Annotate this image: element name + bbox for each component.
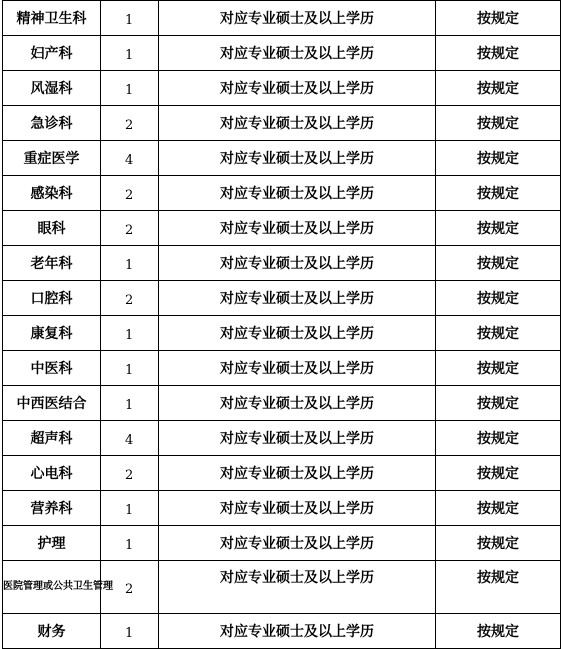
count-value: 1 [125,12,134,28]
education-text: 对应专业硕士及以上学历 [220,361,374,377]
dept-cell [3,1,101,36]
count-value: 1 [125,537,134,553]
salary-text: 按规定 [477,396,519,412]
education-text: 对应专业硕士及以上学历 [220,326,374,342]
salary-cell [436,71,561,106]
salary-text: 按规定 [477,536,519,552]
dept-label: 风湿科 [30,81,73,97]
dept-label: 医院管理或公共卫生管理 [3,581,113,592]
salary-text: 按规定 [477,361,519,377]
dept-label: 感染科 [30,186,73,202]
salary-cell [436,456,561,491]
count-value: 2 [125,222,134,238]
dept-label: 超声科 [30,431,73,447]
table-row [3,1,561,36]
education-cell [159,456,436,491]
table-row [3,421,561,456]
dept-cell [3,141,101,176]
salary-cell [436,386,561,421]
salary-cell [436,561,561,614]
recruitment-table [2,0,561,649]
count-cell [101,316,159,351]
count-value: 1 [125,47,134,63]
education-cell [159,211,436,246]
education-text: 对应专业硕士及以上学历 [220,186,374,202]
dept-label: 护理 [37,536,66,552]
salary-cell [436,351,561,386]
salary-text: 按规定 [477,501,519,517]
count-cell [101,211,159,246]
education-text: 对应专业硕士及以上学历 [220,221,374,237]
education-cell [159,526,436,561]
salary-text: 按规定 [477,624,519,640]
salary-text: 按规定 [477,116,519,132]
table-row [3,141,561,176]
education-cell [159,176,436,211]
salary-text: 按规定 [477,221,519,237]
table-row [3,36,561,71]
salary-text: 按规定 [477,151,519,167]
table-row [3,246,561,281]
table-row [3,561,561,614]
education-text: 对应专业硕士及以上学历 [220,46,374,62]
dept-label: 营养科 [30,501,73,517]
education-text: 对应专业硕士及以上学历 [220,501,374,517]
education-text: 对应专业硕士及以上学历 [220,256,374,272]
count-cell [101,71,159,106]
salary-text: 按规定 [477,466,519,482]
count-cell [101,36,159,71]
dept-cell [3,351,101,386]
count-value: 1 [125,625,134,641]
salary-text: 按规定 [477,81,519,97]
salary-text: 按规定 [477,46,519,62]
salary-cell [436,36,561,71]
education-text: 对应专业硕士及以上学历 [220,536,374,552]
salary-text: 按规定 [477,570,519,586]
dept-label: 妇产科 [30,46,73,62]
dept-label: 急诊科 [30,116,73,132]
count-value: 1 [125,82,134,98]
education-cell [159,386,436,421]
education-text: 对应专业硕士及以上学历 [220,431,374,447]
education-text: 对应专业硕士及以上学历 [220,624,374,640]
count-cell [101,614,159,649]
count-value: 2 [125,292,134,308]
education-text: 对应专业硕士及以上学历 [220,291,374,307]
dept-cell [3,316,101,351]
education-text: 对应专业硕士及以上学历 [220,396,374,412]
table-row [3,614,561,649]
salary-cell [436,246,561,281]
dept-label: 财务 [37,624,66,640]
dept-cell [3,176,101,211]
count-cell [101,106,159,141]
count-cell [101,246,159,281]
dept-label: 中医科 [30,361,73,377]
salary-text: 按规定 [477,291,519,307]
dept-label: 康复科 [30,326,73,342]
dept-cell [3,561,113,614]
salary-cell [436,316,561,351]
count-cell [101,176,159,211]
education-cell [159,614,436,649]
salary-cell [436,106,561,141]
dept-cell [3,421,101,456]
education-cell [159,106,436,141]
salary-cell [436,614,561,649]
count-value: 4 [125,152,134,168]
education-text: 对应专业硕士及以上学历 [220,466,374,482]
dept-label: 重症医学 [23,151,80,167]
salary-text: 按规定 [477,11,519,27]
count-value: 1 [125,362,134,378]
salary-cell [436,281,561,316]
salary-text: 按规定 [477,326,519,342]
dept-cell [3,211,101,246]
education-text: 对应专业硕士及以上学历 [220,81,374,97]
education-cell [159,561,436,614]
count-cell [101,491,159,526]
education-cell [159,36,436,71]
count-cell [101,386,159,421]
table-row [3,176,561,211]
salary-cell [436,211,561,246]
dept-cell [3,614,101,649]
table-row [3,386,561,421]
table-row [3,106,561,141]
count-value: 2 [125,581,134,597]
count-cell [101,141,159,176]
count-value: 1 [125,397,134,413]
education-text: 对应专业硕士及以上学历 [220,570,374,586]
education-text: 对应专业硕士及以上学历 [220,11,374,27]
dept-cell [3,491,101,526]
salary-text: 按规定 [477,431,519,447]
dept-cell [3,71,101,106]
table-row [3,526,561,561]
education-cell [159,491,436,526]
count-value: 1 [125,257,134,273]
salary-cell [436,176,561,211]
count-cell [101,526,159,561]
education-cell [159,281,436,316]
salary-text: 按规定 [477,186,519,202]
dept-label: 中西医结合 [16,396,87,412]
salary-text: 按规定 [477,256,519,272]
education-cell [159,246,436,281]
salary-cell [436,491,561,526]
salary-cell [436,1,561,36]
count-cell [101,421,159,456]
count-value: 2 [125,467,134,483]
salary-cell [436,141,561,176]
dept-label: 精神卫生科 [16,11,87,27]
dept-label: 眼科 [37,221,66,237]
salary-cell [436,421,561,456]
table-row [3,211,561,246]
count-value: 1 [125,327,134,343]
education-cell [159,421,436,456]
table-row [3,71,561,106]
dept-cell [3,526,101,561]
count-value: 1 [125,502,134,518]
dept-label: 心电科 [30,466,73,482]
education-text: 对应专业硕士及以上学历 [220,151,374,167]
education-cell [159,316,436,351]
count-cell [101,456,159,491]
dept-cell [3,386,101,421]
table-row [3,456,561,491]
education-cell [159,1,436,36]
count-cell [101,281,159,316]
table-row [3,316,561,351]
table-row [3,281,561,316]
dept-cell [3,36,101,71]
count-value: 4 [125,432,134,448]
dept-label: 口腔科 [30,291,73,307]
table-row [3,491,561,526]
count-value: 2 [125,187,134,203]
dept-label: 老年科 [30,256,73,272]
count-cell [101,1,159,36]
education-cell [159,71,436,106]
dept-cell [3,456,101,491]
dept-cell [3,281,101,316]
dept-cell [3,246,101,281]
salary-cell [436,526,561,561]
count-value: 2 [125,117,134,133]
education-cell [159,351,436,386]
dept-cell [3,106,101,141]
table-row [3,351,561,386]
count-cell [101,351,159,386]
education-cell [159,141,436,176]
education-text: 对应专业硕士及以上学历 [220,116,374,132]
